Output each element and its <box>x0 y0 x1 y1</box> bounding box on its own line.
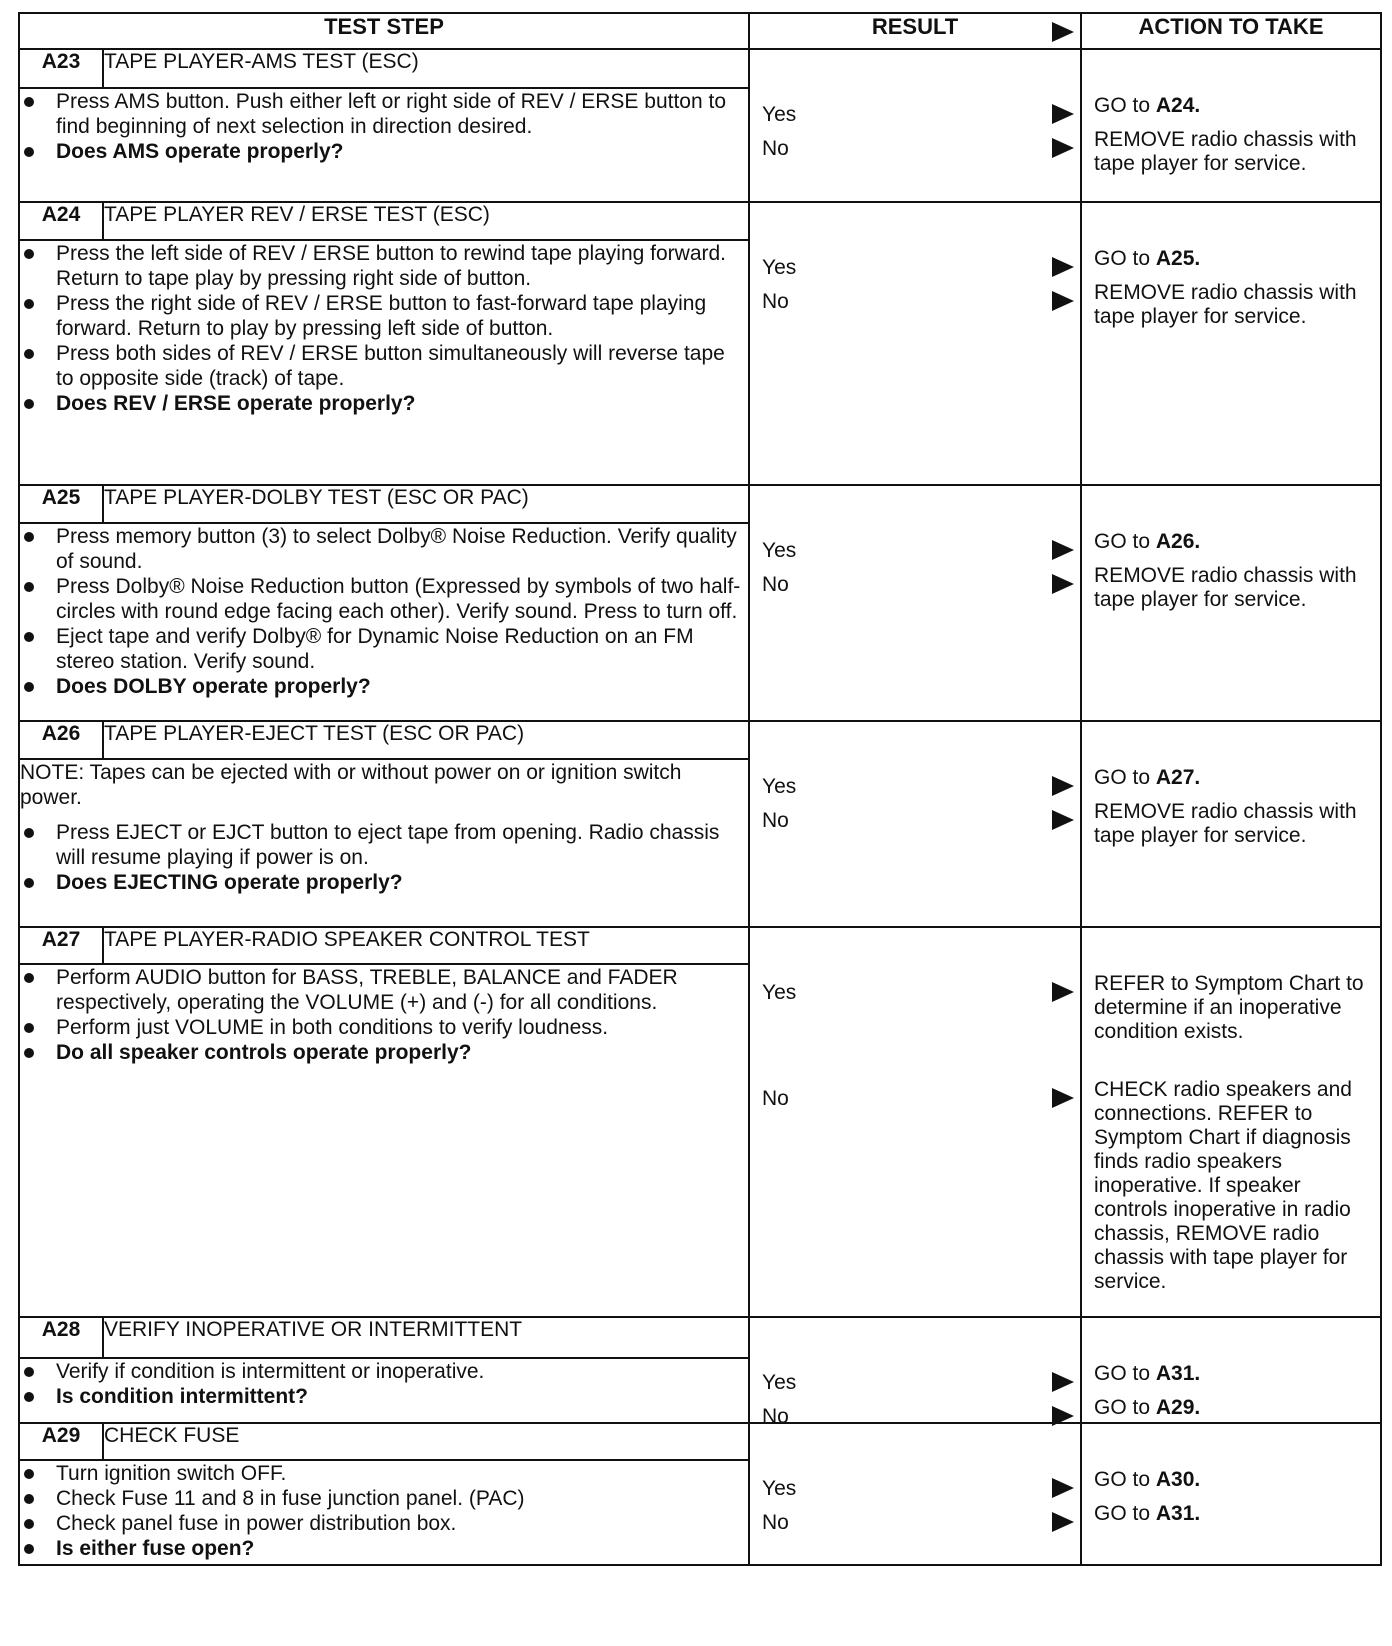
instruction-item <box>20 1359 748 1384</box>
action-no-text: REMOVE radio chassis with tape player for service. <box>1094 128 1357 175</box>
result-yes-label: Yes <box>762 1371 797 1394</box>
step-title: TAPE PLAYER-RADIO SPEAKER CONTROL TEST <box>103 927 749 964</box>
result-yes-label: Yes <box>762 103 797 126</box>
arrow-right-icon <box>1052 1478 1074 1498</box>
action-no-text: GO to <box>1094 1502 1156 1525</box>
instruction-item <box>20 1015 748 1040</box>
action-yes-target: A30. <box>1155 1468 1201 1491</box>
result-cell <box>749 202 1081 485</box>
action-cell <box>1081 721 1381 927</box>
bullet-icon <box>24 878 34 888</box>
bullet-icon <box>24 1494 34 1504</box>
instruction-list <box>20 1461 748 1561</box>
instruction-text: Press AMS button. Push either left or right side of REV / ERSE button to find beginning of next selection in direction desired. <box>56 90 727 139</box>
arrow-right-icon <box>1052 22 1074 42</box>
step-question <box>20 391 748 416</box>
action-yes-target: A27. <box>1155 766 1201 789</box>
bullet-icon <box>24 349 34 359</box>
bullet-icon <box>24 97 34 107</box>
action-no <box>1094 1502 1374 1526</box>
action-yes-target: A26. <box>1155 530 1201 553</box>
result-yes <box>762 255 1076 281</box>
step-id: A23 <box>19 49 103 88</box>
result-no <box>762 289 1076 315</box>
step-title-row <box>19 927 1381 964</box>
bullet-icon <box>24 632 34 642</box>
result-yes-label: Yes <box>762 1477 797 1500</box>
instruction-text: Check panel fuse in power distribution box. <box>56 1512 457 1536</box>
result-yes <box>762 102 1076 128</box>
result-no-label: No <box>762 1405 789 1428</box>
action-no-text: GO to <box>1094 1396 1156 1419</box>
instruction-text: Is either fuse open? <box>56 1537 255 1561</box>
instruction-text: Eject tape and verify Dolby® for Dynamic Noise Reduction on an FM stereo station. Verify sound. <box>56 625 694 674</box>
action-no-target: A31. <box>1155 1502 1201 1525</box>
result-no-label: No <box>762 290 789 313</box>
instruction-text: Press memory button (3) to select Dolby® Noise Reduction. Verify quality of sound. <box>56 525 737 574</box>
instruction-text: Turn ignition switch OFF. <box>56 1462 287 1486</box>
instruction-list <box>20 965 748 1065</box>
instruction-text: Is condition intermittent? <box>56 1385 308 1409</box>
instruction-item <box>20 524 748 574</box>
step-title-row <box>19 721 1381 759</box>
step-title-row <box>19 1423 1381 1460</box>
bullet-icon <box>24 1367 34 1377</box>
instruction-text: Do all speaker controls operate properly? <box>56 1041 472 1065</box>
action-cell <box>1081 927 1381 1317</box>
result-no <box>762 1510 1076 1536</box>
bullet-icon <box>24 682 34 692</box>
result-yes-label: Yes <box>762 775 797 798</box>
arrow-right-icon <box>1052 1088 1074 1108</box>
action-yes-target: A24. <box>1155 94 1201 117</box>
instruction-item <box>20 291 748 341</box>
bullet-icon <box>24 973 34 983</box>
result-cell <box>749 485 1081 721</box>
bullet-icon <box>24 1048 34 1058</box>
result-cell <box>749 1317 1081 1428</box>
step-title-row <box>19 485 1381 523</box>
header-action: ACTION TO TAKE <box>1081 13 1381 49</box>
action-no-text: REMOVE radio chassis with tape player for service. <box>1094 281 1357 328</box>
instruction-text: Verify if condition is intermittent or inoperative. <box>56 1360 485 1384</box>
bullet-icon <box>24 1469 34 1479</box>
action-yes-target: A31. <box>1155 1362 1201 1385</box>
chart-body <box>19 49 1381 1565</box>
step-instructions <box>19 759 749 927</box>
step-question <box>20 870 748 895</box>
action-yes-text: GO to <box>1094 247 1156 270</box>
step-title-row <box>19 49 1381 88</box>
step-title: TAPE PLAYER REV / ERSE TEST (ESC) <box>103 202 749 240</box>
instruction-item <box>20 624 748 674</box>
step-question <box>20 674 748 699</box>
step-title-row <box>19 1317 1381 1358</box>
action-cell <box>1081 1423 1381 1565</box>
instruction-text: Press the left side of REV / ERSE button to rewind tape playing forward. Return to tape play by pressing right side of button. <box>56 241 727 290</box>
arrow-right-icon <box>1052 776 1074 796</box>
arrow-right-icon <box>1052 257 1074 277</box>
arrow-right-icon <box>1052 138 1074 158</box>
diagnostic-chart <box>18 12 1382 1566</box>
action-yes <box>1094 766 1374 790</box>
result-cell <box>749 927 1081 1317</box>
step-id: A29 <box>19 1423 103 1460</box>
action-yes-text: GO to <box>1094 766 1156 789</box>
instruction-list <box>20 241 748 416</box>
result-no-label: No <box>762 137 789 160</box>
result-no <box>762 1086 1076 1112</box>
action-yes <box>1094 530 1374 554</box>
instruction-item <box>20 1511 748 1536</box>
action-yes <box>1094 94 1374 118</box>
step-title: TAPE PLAYER-EJECT TEST (ESC OR PAC) <box>103 721 749 759</box>
step-id: A24 <box>19 202 103 240</box>
step-id: A28 <box>19 1317 103 1358</box>
arrow-right-icon <box>1052 104 1074 124</box>
instruction-list <box>20 524 748 699</box>
result-no-label: No <box>762 573 789 596</box>
instruction-text: Press both sides of REV / ERSE button simultaneously will reverse tape to opposite side (track) of tape. <box>56 341 725 390</box>
instruction-text: Press EJECT or EJCT button to eject tape from opening. Radio chassis will resume playing if power is on. <box>56 821 720 870</box>
result-no <box>762 808 1076 834</box>
step-note: NOTE: Tapes can be ejected with or without power on or ignition switch power. <box>20 761 682 810</box>
instruction-item <box>20 89 748 139</box>
instruction-text: Perform AUDIO button for BASS, TREBLE, BALANCE and FADER respectively, operating the VOLUME (+) and (-) for all conditions. <box>56 966 678 1015</box>
instruction-item <box>20 965 748 1015</box>
arrow-right-icon <box>1052 1372 1074 1392</box>
action-yes-text: GO to <box>1094 530 1156 553</box>
step-question <box>20 1040 748 1065</box>
step-instructions <box>19 964 749 1317</box>
action-cell <box>1081 485 1381 721</box>
arrow-right-icon <box>1052 1512 1074 1532</box>
action-no <box>1094 564 1374 612</box>
arrow-right-icon <box>1052 810 1074 830</box>
result-cell <box>749 1423 1081 1565</box>
instruction-item <box>20 341 748 391</box>
action-cell <box>1081 202 1381 485</box>
result-cell <box>749 49 1081 202</box>
action-no-text: CHECK radio speakers and connections. REFER to Symptom Chart if diagnosis finds radio speakers inoperative. If speaker controls inoperative in radio chassis, REMOVE radio chassis with tape player for service. <box>1094 1078 1352 1293</box>
bullet-icon <box>24 249 34 259</box>
result-yes <box>762 538 1076 564</box>
step-instructions <box>19 523 749 721</box>
instruction-list <box>20 89 748 164</box>
step-title: VERIFY INOPERATIVE OR INTERMITTENT <box>103 1317 749 1358</box>
result-no-label: No <box>762 1087 789 1110</box>
header-result-label: RESULT <box>871 14 959 39</box>
step-instructions <box>19 88 749 202</box>
result-no <box>762 136 1076 162</box>
bullet-icon <box>24 147 34 157</box>
instruction-text: Does REV / ERSE operate properly? <box>56 391 416 415</box>
result-yes-label: Yes <box>762 256 797 279</box>
bullet-icon <box>24 1544 34 1554</box>
step-title: TAPE PLAYER-DOLBY TEST (ESC OR PAC) <box>103 485 749 523</box>
instruction-text: Perform just VOLUME in both conditions to verify loudness. <box>56 1016 609 1040</box>
action-yes <box>1094 1362 1374 1386</box>
bullet-icon <box>24 532 34 542</box>
instruction-text: Press Dolby® Noise Reduction button (Expressed by symbols of two half-circles with round edge facing each other). Verify sound. Press to turn off. <box>56 575 741 624</box>
instruction-item <box>20 1461 748 1486</box>
instruction-text: Check Fuse 11 and 8 in fuse junction panel. (PAC) <box>56 1487 525 1511</box>
result-no-label: No <box>762 809 789 832</box>
instruction-text: Does AMS operate properly? <box>56 140 344 164</box>
result-yes-label: Yes <box>762 981 797 1004</box>
action-yes-text: REFER to Symptom Chart to determine if an inoperative condition exists. <box>1094 972 1364 1043</box>
action-no <box>1094 281 1374 329</box>
step-question <box>20 1536 748 1561</box>
header-row <box>19 13 1381 49</box>
bullet-icon <box>24 1023 34 1033</box>
step-question <box>20 1384 748 1409</box>
result-yes <box>762 774 1076 800</box>
action-no-text: REMOVE radio chassis with tape player for service. <box>1094 800 1357 847</box>
step-id: A26 <box>19 721 103 759</box>
action-no-text: REMOVE radio chassis with tape player for service. <box>1094 564 1357 611</box>
instruction-item <box>20 241 748 291</box>
action-no <box>1094 128 1374 176</box>
bullet-icon <box>24 299 34 309</box>
step-id: A27 <box>19 927 103 964</box>
instruction-text: Does DOLBY operate properly? <box>56 675 371 699</box>
step-title: TAPE PLAYER-AMS TEST (ESC) <box>103 49 749 88</box>
bullet-icon <box>24 399 34 409</box>
header-result <box>749 13 1081 49</box>
step-instructions <box>19 240 749 485</box>
instruction-item <box>20 574 748 624</box>
instruction-list <box>20 1359 748 1409</box>
action-no-target: A29. <box>1155 1396 1201 1419</box>
instruction-item <box>20 1486 748 1511</box>
action-no <box>1094 1396 1374 1420</box>
action-yes-text: GO to <box>1094 94 1156 117</box>
result-cell <box>749 721 1081 927</box>
action-no <box>1094 1078 1374 1294</box>
instruction-text: Press the right side of REV / ERSE button to fast-forward tape playing forward. Return to play by pressing left side of button. <box>56 291 707 340</box>
action-yes <box>1094 247 1374 271</box>
result-yes-label: Yes <box>762 539 797 562</box>
result-no-label: No <box>762 1511 789 1534</box>
result-yes <box>762 1370 1076 1396</box>
header-test-step: TEST STEP <box>19 13 749 49</box>
action-yes-target: A25. <box>1155 247 1201 270</box>
instruction-text: Does EJECTING operate properly? <box>56 871 403 895</box>
step-title: CHECK FUSE <box>103 1423 749 1460</box>
bullet-icon <box>24 1392 34 1402</box>
instruction-list <box>20 820 748 895</box>
instruction-item <box>20 820 748 870</box>
step-instructions <box>19 1358 749 1423</box>
bullet-icon <box>24 582 34 592</box>
action-yes-text: GO to <box>1094 1362 1156 1385</box>
result-no <box>762 572 1076 598</box>
bullet-icon <box>24 1519 34 1529</box>
action-yes-text: GO to <box>1094 1468 1156 1491</box>
arrow-right-icon <box>1052 982 1074 1002</box>
step-title-row <box>19 202 1381 240</box>
step-id: A25 <box>19 485 103 523</box>
result-yes <box>762 980 1076 1006</box>
arrow-right-icon <box>1052 574 1074 594</box>
step-question <box>20 139 748 164</box>
action-cell <box>1081 49 1381 202</box>
step-instructions <box>19 1460 749 1565</box>
action-no <box>1094 800 1374 848</box>
action-cell <box>1081 1317 1381 1423</box>
action-yes <box>1094 972 1374 1044</box>
result-yes <box>762 1476 1076 1502</box>
bullet-icon <box>24 828 34 838</box>
arrow-right-icon <box>1052 291 1074 311</box>
arrow-right-icon <box>1052 540 1074 560</box>
action-yes <box>1094 1468 1374 1492</box>
